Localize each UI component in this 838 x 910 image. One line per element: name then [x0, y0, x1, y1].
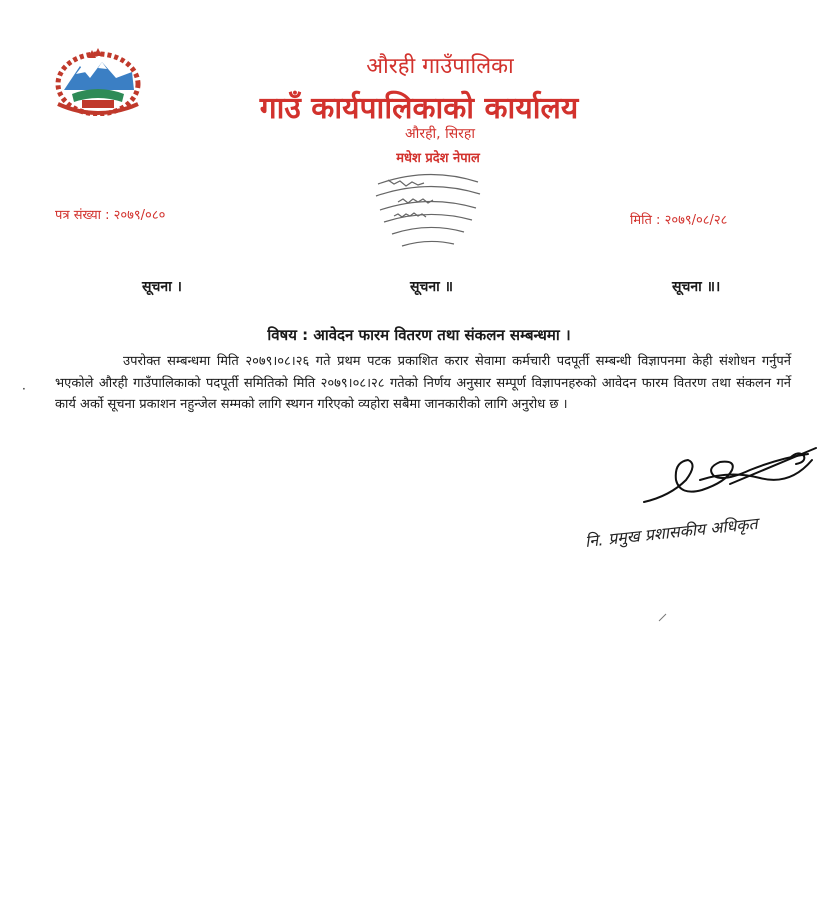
office-address: औरही, सिरहा: [405, 126, 475, 142]
notice-label-1: सूचना ।: [142, 279, 182, 295]
letter-date: मिति : २०७९/०८/२८: [630, 213, 728, 228]
province-name: मधेश प्रदेश नेपाल: [396, 151, 480, 166]
signatory-designation: नि. प्रमुख प्रशासकीय अधिकृत: [584, 513, 759, 551]
signature-icon: [640, 440, 820, 510]
notice-body: उपरोक्त सम्बन्धमा मिति २०७९।०८।२६ गते प्रथम पटक प्रकाशित करार सेवामा कर्मचारी पदपूर्ती सम्बन्धी विज्ञापनमा केही संशोधन गर्नुपर्ने भएकोले औरही गाउँपालिकाको पदपूर्ती समितिको मिति २०७९।०८।२८ गतेको निर्णय अनुसार सम्पूर्ण विज्ञापनहरुको आवेदन फारम वितरण तथा संकलन गर्ने कार्य अर्को सूचना प्रकाशन नहुन्जेल सम्मको लागि स्थगन गरिएको व्यहोरा सबैमा जानकारीको लागि अनुरोध छ ।: [55, 354, 791, 412]
reference-number: पत्र संख्या : २०७९/०८०: [55, 208, 166, 223]
stray-mark: ·: [22, 382, 26, 396]
notice-label-2: सूचना ॥: [410, 279, 454, 295]
office-title: गाउँ कार्यपालिकाको कार्यालय: [259, 91, 579, 126]
tick-mark-icon: [658, 612, 668, 622]
subject-line: विषय : आवेदन फारम वितरण तथा संकलन सम्बन्धमा ।: [267, 326, 571, 344]
office-stamp-icon: [358, 160, 498, 252]
municipality-name: औरही गाउँपालिका: [366, 54, 514, 79]
notice-label-3: सूचना ॥।: [672, 279, 721, 295]
